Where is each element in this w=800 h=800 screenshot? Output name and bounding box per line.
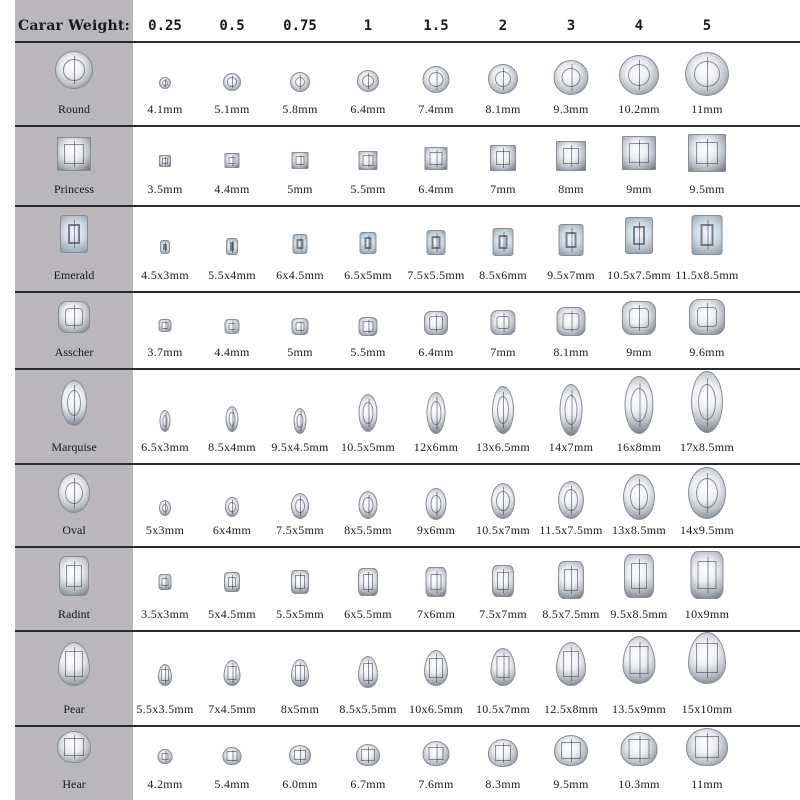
size-value: 5.1mm xyxy=(214,102,250,116)
shape-name: Asscher xyxy=(54,345,94,359)
emerald-diamond-icon xyxy=(625,217,653,254)
size-cell xyxy=(667,727,747,800)
size-value: 7x4.5mm xyxy=(208,702,256,716)
carat-size-chart xyxy=(15,0,800,800)
size-value: 14x7mm xyxy=(548,440,594,454)
heart-diamond-icon xyxy=(289,745,311,765)
carat-col-3: 3 xyxy=(566,18,576,34)
princess-diamond-icon xyxy=(159,155,171,167)
asscher-diamond-icon xyxy=(359,317,378,336)
size-cell xyxy=(667,370,747,463)
radiant-diamond-icon xyxy=(291,570,309,594)
marquise-diamond-icon xyxy=(359,394,378,432)
row-emerald xyxy=(15,207,800,293)
emerald-diamond-icon xyxy=(160,240,170,254)
shape-name: Pear xyxy=(63,702,85,716)
size-value: 16x8mm xyxy=(616,440,662,454)
carat-col-1: 1 xyxy=(363,18,373,34)
pear-diamond-icon xyxy=(623,636,656,684)
carat-col-0.5: 0.5 xyxy=(219,18,245,34)
emerald-diamond-icon xyxy=(226,238,238,255)
shape-name: Radint xyxy=(58,607,90,621)
oval-diamond-icon xyxy=(58,473,90,513)
pear-diamond-icon xyxy=(688,632,726,684)
pear-diamond-icon xyxy=(491,648,516,686)
size-value: 3.7mm xyxy=(147,345,183,359)
heart-diamond-icon xyxy=(488,739,518,767)
size-value: 3.5mm xyxy=(147,182,183,196)
oval-diamond-icon xyxy=(159,500,171,516)
size-value: 9.6mm xyxy=(689,345,725,359)
princess-diamond-icon xyxy=(556,141,586,171)
size-value: 10x6.5mm xyxy=(408,702,464,716)
heart-diamond-icon xyxy=(621,732,658,766)
radiant-diamond-icon xyxy=(224,572,240,592)
heart-diamond-icon xyxy=(554,735,588,766)
round-diamond-icon xyxy=(55,51,93,89)
size-value: 8x5mm xyxy=(280,702,320,716)
size-value: 11.5x7.5mm xyxy=(539,523,603,537)
row-oval xyxy=(15,465,800,548)
size-value: 5.5x3.5mm xyxy=(136,702,194,716)
carat-col-4: 4 xyxy=(634,18,644,34)
size-cell xyxy=(667,632,747,725)
radiant-diamond-icon xyxy=(59,556,89,596)
size-value: 3.5x3mm xyxy=(141,607,189,621)
size-value: 7.5x5.5mm xyxy=(407,268,465,282)
oval-diamond-icon xyxy=(426,488,447,520)
size-value: 6x5.5mm xyxy=(344,607,392,621)
round-diamond-icon xyxy=(423,66,450,93)
size-value: 4.2mm xyxy=(147,777,183,791)
princess-diamond-icon xyxy=(359,151,378,170)
size-value: 6x4.5mm xyxy=(276,268,324,282)
shape-name: Emerald xyxy=(53,268,95,282)
oval-diamond-icon xyxy=(291,493,309,519)
heart-diamond-icon xyxy=(223,747,242,765)
round-diamond-icon xyxy=(357,70,379,92)
row-marquise xyxy=(15,370,800,465)
size-value: 9x6mm xyxy=(416,523,456,537)
marquise-diamond-icon xyxy=(691,371,723,433)
radiant-diamond-icon xyxy=(558,561,584,599)
row-radiant xyxy=(15,548,800,632)
size-value: 8.5x7.5mm xyxy=(542,607,600,621)
size-value: 5.4mm xyxy=(214,777,250,791)
size-value: 7mm xyxy=(490,182,516,196)
size-value: 14x9.5mm xyxy=(679,523,735,537)
size-cell xyxy=(667,293,747,368)
size-value: 9.5mm xyxy=(689,182,725,196)
size-value: 7.5x5mm xyxy=(276,523,324,537)
size-value: 9.3mm xyxy=(553,102,589,116)
size-value: 10.5x7mm xyxy=(475,523,531,537)
size-value: 10.5x5mm xyxy=(340,440,396,454)
size-value: 5.5x4mm xyxy=(208,268,256,282)
size-cell xyxy=(667,465,747,546)
size-value: 10.3mm xyxy=(618,777,660,791)
size-value: 9.5x7mm xyxy=(547,268,595,282)
radiant-diamond-icon xyxy=(358,568,378,596)
size-value: 5.5mm xyxy=(350,345,386,359)
size-value: 7.4mm xyxy=(418,102,454,116)
size-value: 7x6mm xyxy=(416,607,456,621)
emerald-diamond-icon xyxy=(60,215,88,253)
size-value: 5x3mm xyxy=(145,523,185,537)
asscher-diamond-icon xyxy=(424,311,448,335)
oval-diamond-icon xyxy=(491,483,515,519)
size-value: 9.5x8.5mm xyxy=(610,607,668,621)
heart-diamond-icon xyxy=(356,744,380,766)
size-value: 4.5x3mm xyxy=(141,268,189,282)
size-value: 4.4mm xyxy=(214,345,250,359)
marquise-diamond-icon xyxy=(560,384,583,436)
marquise-diamond-icon xyxy=(160,410,171,432)
row-princess xyxy=(15,127,800,207)
size-value: 5mm xyxy=(287,345,313,359)
header-row xyxy=(15,0,800,43)
marquise-diamond-icon xyxy=(427,392,446,434)
princess-diamond-icon xyxy=(292,152,309,169)
asscher-diamond-icon xyxy=(491,310,516,335)
emerald-diamond-icon xyxy=(293,234,308,254)
size-value: 5.5mm xyxy=(350,182,386,196)
asscher-diamond-icon xyxy=(225,319,240,334)
round-diamond-icon xyxy=(619,55,659,95)
size-value: 8.1mm xyxy=(553,345,589,359)
pear-diamond-icon xyxy=(158,664,172,686)
size-value: 5.8mm xyxy=(282,102,318,116)
carat-col-1.5: 1.5 xyxy=(423,18,449,34)
carat-col-2: 2 xyxy=(498,18,508,34)
princess-diamond-icon xyxy=(490,145,516,171)
row-pear xyxy=(15,632,800,727)
size-value: 13.5x9mm xyxy=(611,702,667,716)
size-value: 8x5.5mm xyxy=(344,523,392,537)
princess-diamond-icon xyxy=(225,153,240,168)
carat-weight-label: Carar Weight: xyxy=(18,18,130,34)
emerald-diamond-icon xyxy=(692,215,723,255)
heart-diamond-icon xyxy=(158,749,173,764)
size-value: 11mm xyxy=(691,102,723,116)
shape-name: Marquise xyxy=(51,440,97,454)
oval-diamond-icon xyxy=(623,474,655,520)
radiant-diamond-icon xyxy=(426,567,447,597)
radiant-diamond-icon xyxy=(492,565,514,597)
oval-diamond-icon xyxy=(688,467,726,519)
size-value: 17x8.5mm xyxy=(679,440,735,454)
emerald-diamond-icon xyxy=(493,228,514,256)
size-value: 8.5x4mm xyxy=(208,440,256,454)
size-value: 5mm xyxy=(287,182,313,196)
size-value: 4.4mm xyxy=(214,182,250,196)
size-value: 7.5x7mm xyxy=(479,607,527,621)
size-value: 7mm xyxy=(490,345,516,359)
size-value: 6.5x3mm xyxy=(141,440,189,454)
size-value: 10.5x7.5mm xyxy=(607,268,671,282)
size-value: 10.2mm xyxy=(618,102,660,116)
size-value: 7.6mm xyxy=(418,777,454,791)
carat-col-0.25: 0.25 xyxy=(148,18,182,34)
princess-diamond-icon xyxy=(622,136,656,170)
row-heart xyxy=(15,727,800,800)
carat-col-0.75: 0.75 xyxy=(283,18,317,34)
size-value: 6.4mm xyxy=(418,345,454,359)
emerald-diamond-icon xyxy=(427,230,446,255)
size-value: 6.4mm xyxy=(350,102,386,116)
size-value: 8.1mm xyxy=(485,102,521,116)
emerald-diamond-icon xyxy=(559,224,584,256)
marquise-diamond-icon xyxy=(61,380,87,426)
size-value: 13x8.5mm xyxy=(611,523,667,537)
asscher-diamond-icon xyxy=(58,301,90,333)
pear-diamond-icon xyxy=(358,656,378,688)
size-cell xyxy=(667,127,747,205)
round-diamond-icon xyxy=(159,77,171,89)
princess-diamond-icon xyxy=(688,134,726,172)
asscher-diamond-icon xyxy=(159,319,172,332)
shape-name: Princess xyxy=(54,182,94,196)
pear-diamond-icon xyxy=(58,642,90,686)
size-value: 6.5x5mm xyxy=(344,268,392,282)
size-value: 10x9mm xyxy=(684,607,730,621)
size-value: 8mm xyxy=(558,182,584,196)
shape-name: Oval xyxy=(62,523,86,537)
shape-name: Round xyxy=(57,102,90,116)
emerald-diamond-icon xyxy=(360,232,377,254)
row-asscher xyxy=(15,293,800,370)
asscher-diamond-icon xyxy=(689,299,725,335)
radiant-diamond-icon xyxy=(159,574,172,590)
oval-diamond-icon xyxy=(225,497,239,517)
size-value: 9.5x4.5mm xyxy=(271,440,329,454)
marquise-diamond-icon xyxy=(294,408,307,434)
round-diamond-icon xyxy=(290,72,310,92)
size-value: 6x4mm xyxy=(212,523,252,537)
round-diamond-icon xyxy=(223,73,241,91)
oval-diamond-icon xyxy=(359,491,378,519)
size-cell xyxy=(667,43,747,125)
size-value: 13x6.5mm xyxy=(475,440,531,454)
round-diamond-icon xyxy=(685,52,729,96)
round-diamond-icon xyxy=(488,64,518,94)
asscher-diamond-icon xyxy=(622,301,656,335)
size-value: 15x10mm xyxy=(681,702,733,716)
size-value: 5.5x5mm xyxy=(276,607,324,621)
size-value: 8.5x5.5mm xyxy=(339,702,397,716)
princess-diamond-icon xyxy=(425,147,448,170)
size-value: 6.4mm xyxy=(418,182,454,196)
asscher-diamond-icon xyxy=(292,318,309,335)
size-value: 8.5x6mm xyxy=(479,268,527,282)
size-value: 11.5x8.5mm xyxy=(675,268,739,282)
size-value: 12.5x8mm xyxy=(543,702,599,716)
size-value: 10.5x7mm xyxy=(475,702,531,716)
marquise-diamond-icon xyxy=(625,376,654,434)
size-value: 4.1mm xyxy=(147,102,183,116)
pear-diamond-icon xyxy=(224,660,241,686)
row-round xyxy=(15,43,800,127)
pear-diamond-icon xyxy=(556,642,586,686)
size-value: 9.5mm xyxy=(553,777,589,791)
carat-col-5: 5 xyxy=(702,18,712,34)
princess-diamond-icon xyxy=(57,137,91,171)
size-cell xyxy=(667,207,747,291)
heart-diamond-icon xyxy=(57,731,91,763)
pear-diamond-icon xyxy=(424,650,448,686)
oval-diamond-icon xyxy=(558,481,584,519)
size-cell xyxy=(667,548,747,630)
heart-diamond-icon xyxy=(423,741,450,766)
marquise-diamond-icon xyxy=(492,386,514,434)
pear-diamond-icon xyxy=(291,659,309,687)
size-value: 5x4.5mm xyxy=(208,607,256,621)
size-value: 6.7mm xyxy=(350,777,386,791)
marquise-diamond-icon xyxy=(226,406,239,432)
radiant-diamond-icon xyxy=(691,551,724,599)
asscher-diamond-icon xyxy=(557,307,586,336)
header-label-cell xyxy=(15,0,133,41)
size-value: 9mm xyxy=(626,182,652,196)
size-value: 8.3mm xyxy=(485,777,521,791)
size-value: 6.0mm xyxy=(282,777,318,791)
shape-name: Hear xyxy=(62,777,86,791)
size-value: 12x6mm xyxy=(413,440,459,454)
round-diamond-icon xyxy=(554,60,589,95)
radiant-diamond-icon xyxy=(624,554,654,598)
size-value: 11mm xyxy=(691,777,723,791)
size-value: 9mm xyxy=(626,345,652,359)
heart-diamond-icon xyxy=(686,728,728,766)
